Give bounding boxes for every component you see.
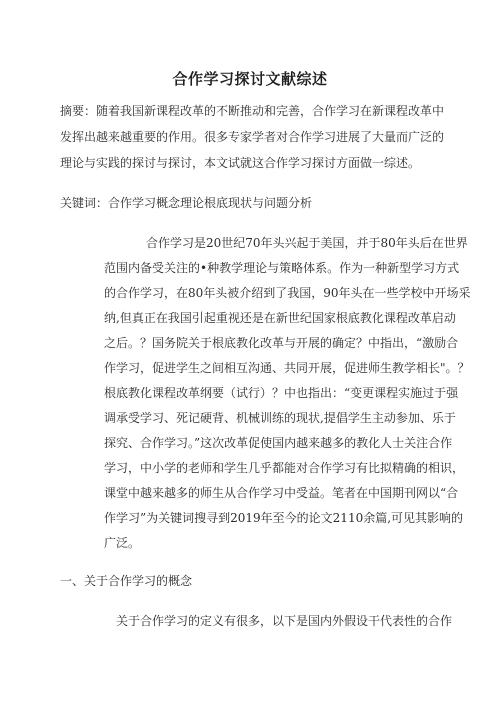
section-heading: 一、关于合作学习的概念 [60,574,193,588]
body-line: 根底教化课程改革纲要（试行）？中也指出：“变更课程实施过于强 [104,386,459,400]
abstract-line: 发挥出越来越重要的作用。很多专家学者对合作学习进展了大量而广泛的 [60,130,445,144]
body-line: 课堂中越来越多的师生从合作学习中受益。笔者在中国期刊网以“合 [104,486,459,500]
body-line: 作学习”为关键词搜寻到2019年至今的论文2110余篇,可见其影响的 [104,511,464,525]
body-line: 广泛。 [104,536,141,550]
abstract-line: 摘要：随着我国新课程改革的不断推动和完善，合作学习在新课程改革中 [60,104,445,118]
document-title: 合作学习探讨文献综述 [172,70,328,88]
body-line: 作学习，促进学生之间相互沟通、共同开展，促进师生教学相长"。？ [104,361,470,375]
body-line: 之后。？国务院关于根底教化改革与开展的确定？中指出，“激励合 [104,336,459,350]
keywords-line: 关键词：合作学习概念理论根底现状与问题分析 [60,196,313,210]
body-line: 探究、合作学习。”这次改革促使国内越来越多的教化人士关注合作 [104,436,453,450]
body-line: 调承受学习、死记硬背、机械训练的现状,提倡学生主动参加、乐于 [104,411,456,425]
abstract-line: 理论与实践的探讨与探讨，本文试就这合作学习探讨方面做一综述。 [60,156,421,170]
body-line: 范围内备受关注的•种教学理论与策略体系。作为一种新型学习方式 [104,261,460,275]
body-line: 的合作学习，在80年头被介绍到了我国，90年头在一些学校中开场采 [104,286,471,300]
body-line: 学习，中小学的老师和学生几乎都能对合作学习有比拟精确的相识， [104,461,465,475]
body-line: 合作学习是20世纪70年头兴起于美国，并于80年头后在世界 [146,236,468,250]
section-paragraph-line: 关于合作学习的定义有很多，以下是国内外假设干代表性的合作 [116,614,453,628]
body-line: 纳,但真正在我国引起重视还是在新世纪国家根底教化课程改革启动 [104,311,456,325]
